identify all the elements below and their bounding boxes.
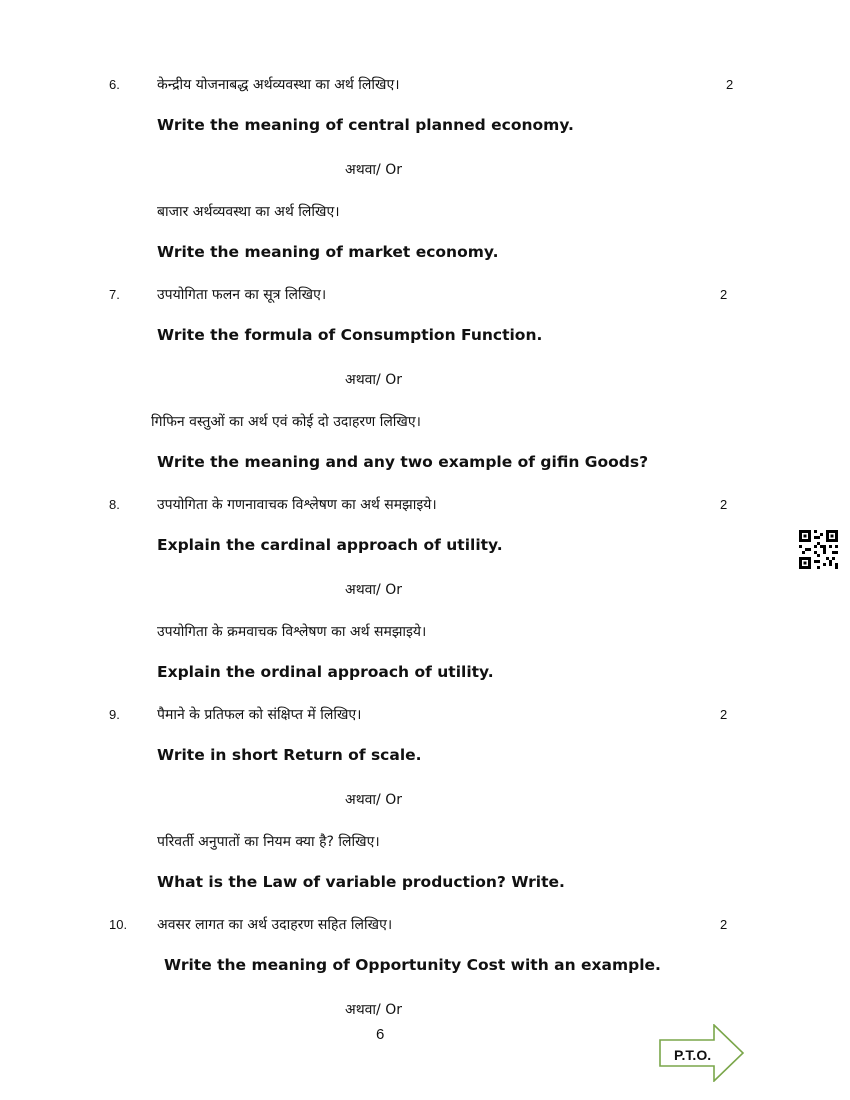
or-separator: अथवा/ Or: [345, 792, 402, 808]
question-number: 8.: [109, 497, 120, 512]
alt-question-english: Write the meaning and any two example of gifin Goods?: [157, 453, 649, 471]
question-marks: 2: [720, 707, 728, 722]
alt-question-english: Write the meaning of market economy.: [157, 243, 499, 261]
question-english: Explain the cardinal approach of utility.: [157, 536, 503, 554]
question-english: Write in short Return of scale.: [157, 746, 422, 764]
question-hindi: केन्द्रीय योजनाबद्ध अर्थव्यवस्था का अर्थ लिखिए।: [157, 77, 400, 93]
question-number: 6.: [109, 77, 120, 92]
question-english: Write the meaning of Opportunity Cost with an example.: [164, 956, 661, 974]
question-number: 7.: [109, 287, 120, 302]
alt-question-hindi: बाजार अर्थव्यवस्था का अर्थ लिखिए।: [157, 204, 340, 220]
alt-question-english: What is the Law of variable production? Write.: [157, 873, 565, 891]
or-separator: अथवा/ Or: [345, 162, 402, 178]
page-number: 6: [376, 1026, 385, 1043]
question-marks: 2: [720, 497, 728, 512]
alt-question-hindi: गिफिन वस्तुओं का अर्थ एवं कोई दो उदाहरण लिखिए।: [151, 414, 421, 430]
alt-question-english: Explain the ordinal approach of utility.: [157, 663, 494, 681]
question-number: 9.: [109, 707, 120, 722]
question-marks: 2: [720, 287, 728, 302]
question-marks: 2: [720, 917, 728, 932]
question-english: Write the meaning of central planned economy.: [157, 116, 574, 134]
question-marks: 2: [726, 77, 734, 92]
or-separator: अथवा/ Or: [345, 1002, 402, 1018]
qr-code-icon: [799, 530, 838, 569]
or-separator: अथवा/ Or: [345, 372, 402, 388]
question-english: Write the formula of Consumption Function.: [157, 326, 543, 344]
question-hindi: उपयोगिता फलन का सूत्र लिखिए।: [157, 287, 327, 303]
alt-question-hindi: उपयोगिता के क्रमवाचक विश्लेषण का अर्थ समझाइये।: [157, 624, 427, 640]
question-hindi: अवसर लागत का अर्थ उदाहरण सहित लिखिए।: [157, 917, 393, 933]
question-hindi: पैमाने के प्रतिफल को संक्षिप्त में लिखिए।: [157, 707, 362, 723]
alt-question-hindi: परिवर्ती अनुपातों का नियम क्या है? लिखिए।: [157, 834, 380, 850]
pto-label: P.T.O.: [674, 1047, 712, 1063]
question-number: 10.: [109, 917, 128, 932]
question-hindi: उपयोगिता के गणनावाचक विश्लेषण का अर्थ समझाइये।: [157, 497, 437, 513]
or-separator: अथवा/ Or: [345, 582, 402, 598]
